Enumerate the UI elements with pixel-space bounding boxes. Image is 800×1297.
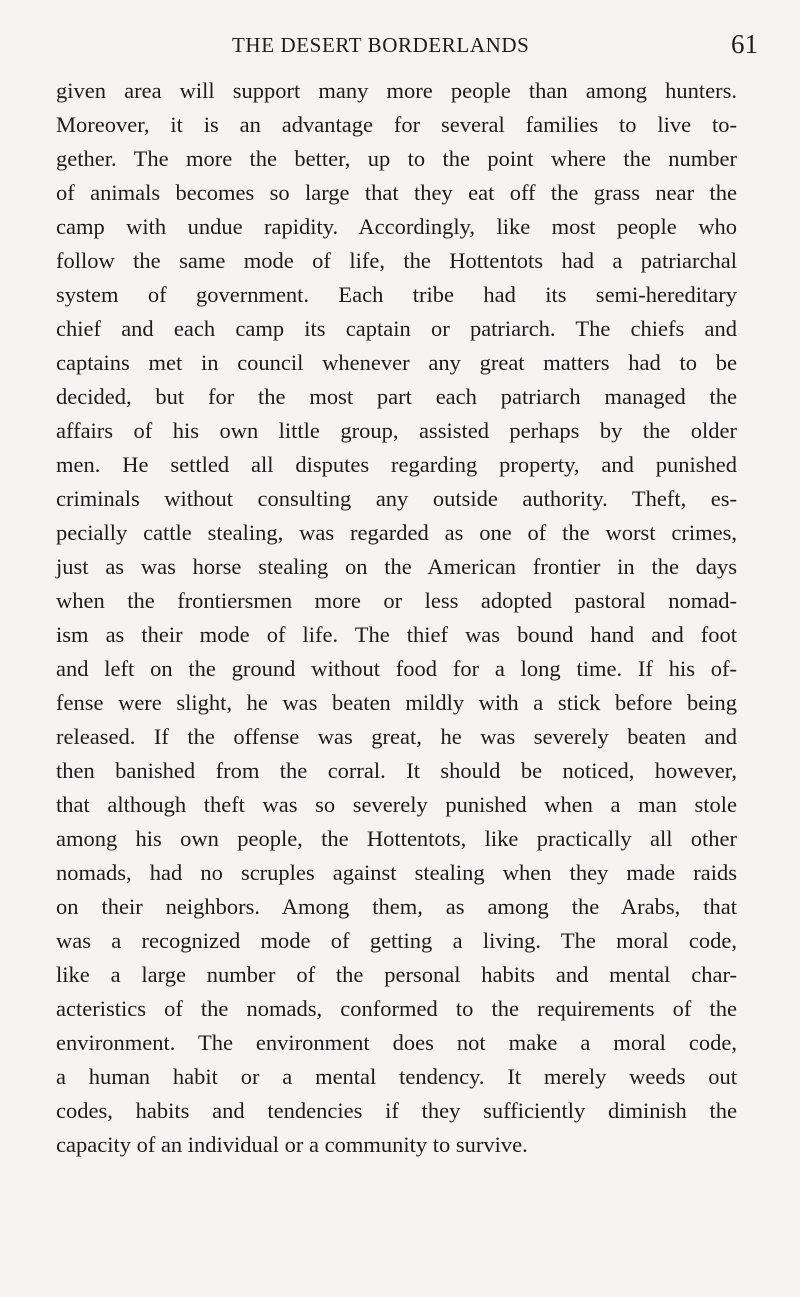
text-line: of animals becomes so large that they eat off the grass near the xyxy=(56,180,737,205)
text-line: criminals without consulting any outside authority. Theft, es- xyxy=(56,486,737,511)
text-line: on their neighbors. Among them, as among the Arabs, that xyxy=(56,894,737,919)
text-line: capacity of an individual or a community to survive. xyxy=(56,1132,528,1157)
text-line: follow the same mode of life, the Hottentots had a patriarchal xyxy=(56,248,737,273)
text-line: just as was horse stealing on the American frontier in the days xyxy=(56,554,737,579)
text-line: gether. The more the better, up to the point where the number xyxy=(56,146,737,171)
text-line: then banished from the corral. It should be noticed, however, xyxy=(56,758,737,783)
text-line: chief and each camp its captain or patriarch. The chiefs and xyxy=(56,316,737,341)
text-line: affairs of his own little group, assisted perhaps by the older xyxy=(56,418,737,443)
text-line: nomads, had no scruples against stealing when they made raids xyxy=(56,860,737,885)
text-line: acteristics of the nomads, conformed to the requirements of the xyxy=(56,996,737,1021)
text-line: that although theft was so severely punished when a man stole xyxy=(56,792,737,817)
text-line: codes, habits and tendencies if they sufficiently diminish the xyxy=(56,1098,737,1123)
text-line: released. If the offense was great, he was severely beaten and xyxy=(56,724,737,749)
text-line: decided, but for the most part each patriarch managed the xyxy=(56,384,737,409)
text-line: like a large number of the personal habits and mental char- xyxy=(56,962,737,987)
text-line: system of government. Each tribe had its semi-hereditary xyxy=(56,282,737,307)
text-line: among his own people, the Hottentots, like practically all other xyxy=(56,826,737,851)
text-line: given area will support many more people than among hunters. xyxy=(56,78,737,103)
text-line: was a recognized mode of getting a living. The moral code, xyxy=(56,928,737,953)
running-head: THE DESERT BORDERLANDS xyxy=(232,33,530,57)
text-line: ism as their mode of life. The thief was bound hand and foot xyxy=(56,622,737,647)
text-line: captains met in council whenever any great matters had to be xyxy=(56,350,737,375)
text-line: environment. The environment does not make a moral code, xyxy=(56,1030,737,1055)
text-line: fense were slight, he was beaten mildly with a stick before being xyxy=(56,690,737,715)
text-line: men. He settled all disputes regarding property, and punished xyxy=(56,452,737,477)
text-line: pecially cattle stealing, was regarded as one of the worst crimes, xyxy=(56,520,737,545)
text-line: camp with undue rapidity. Accordingly, like most people who xyxy=(56,214,737,239)
text-line: a human habit or a mental tendency. It merely weeds out xyxy=(56,1064,737,1089)
text-line: when the frontiersmen more or less adopted pastoral nomad- xyxy=(56,588,737,613)
page-number: 61 xyxy=(731,29,758,59)
text-line: Moreover, it is an advantage for several families to live to- xyxy=(56,112,737,137)
text-line: and left on the ground without food for a long time. If his of- xyxy=(56,656,737,681)
